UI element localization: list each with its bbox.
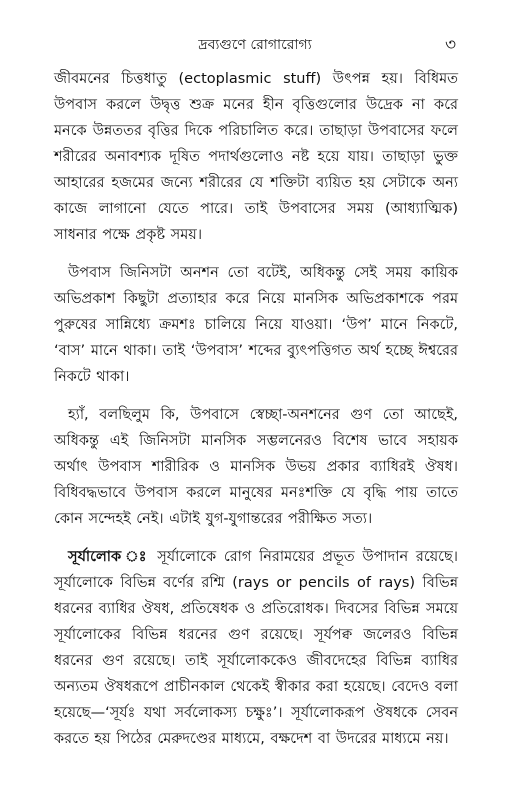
paragraph-1 <box>54 66 458 248</box>
paragraph-2 <box>54 260 458 390</box>
paragraph-3 <box>54 402 458 532</box>
paragraph-text: সূর্যালোকে রোগ নিরাময়ের প্রভূত উপাদান রয়েছে। সূর্যালোকে বিভিন্ন বর্ণের রশ্মি (rays or pencils of rays) বিভিন্ন ধরনের ব্যাধির ঔষধ, প্রতিষেধক ও প্রতিরোধক। দিবসের বিভিন্ন সময়ে সূর্যালোকের বিভিন্ন ধরনের গুণ রয়েছে। সূর্যপক্ব জলেরও বিভিন্ন ধরনের গুণ রয়েছে। তাই সূর্যালোককেও জীবদেহের বিভিন্ন ব্যাধির অন্যতম ঔষধরূপে প্রাচীনকাল থেকেই স্বীকার করা হয়েছে। বেদেও বলা হয়েছে—‘সূর্যঃ যথা সর্বলোকস্য চক্ষুঃ’। সূর্যালোকরূপ ঔষধকে সেবন করতে হয় পিঠের মেরুদণ্ডের মাধ্যমে, বক্ষদেশ বা উদরের মাধ্যমে নয়। <box>54 549 458 747</box>
paragraph-4 <box>54 544 458 752</box>
page-number: ৩ <box>444 35 456 55</box>
running-title: দ্রব্যগুণে রোগারোগ্য <box>198 37 312 53</box>
page-header <box>54 34 456 56</box>
paragraph-text: জীবমনের চিত্তধাতু (ectoplasmic stuff) উৎপন্ন হয়। বিধিমত উপবাস করলে উদ্বৃত্ত শুক্র মনের হীন বৃত্তিগুলোর উদ্রেক না করে মনকে উন্নততর বৃত্তির দিকে পরিচালিত করে। তাছাড়া উপবাসের ফলে শরীরের অনাবশ্যক দূষিত পদার্থগুলোও নষ্ট হয়ে যায়। তাছাড়া ভুক্ত আহারের হজমের জন্যে শরীরের যে শক্তিটা ব্যয়িত হয় সেটাকে অন্য কাজে লাগানো যেতে পারে। তাই উপবাসের সময় (আধ্যাত্মিক) সাধনার পক্ষে প্রকৃষ্ট সময়। <box>54 71 458 243</box>
paragraph-text: হ্যাঁ, বলছিলুম কি, উপবাসে স্বেচ্ছা-অনশনের গুণ তো আছেই, অধিকন্তু এই জিনিসটা মানসিক সম্ভলনেরও বিশেষ ভাবে সহায়ক অর্থাৎ উপবাস শারীরিক ও মানসিক উভয় প্রকার ব্যাধিরই ঔষধ। বিধিবদ্ধভাবে উপবাস করলে মানুষের মনঃশক্তি যে বৃদ্ধি পায় তাতে কোন সন্দেহই নেই। এটাই যুগ-যুগান্তরের পরীক্ষিত সত্য। <box>54 407 458 527</box>
page-body <box>54 66 458 764</box>
paragraph-text: উপবাস জিনিসটা অনশন তো বটেই, অধিকন্তু সেই সময় কায়িক অভিপ্রকাশ কিছুটা প্রত্যাহার করে নিয়ে মানসিক অভিপ্রকাশকে পরম পুরুষের সান্নিধ্যে ক্রমশঃ চালিয়ে নিয়ে যাওয়া। ‘উপ’ মানে নিকটে, ‘বাস’ মানে থাকা। তাই ‘উপবাস’ শব্দের ব্যুৎপত্তিগত অর্থ হচ্ছে ঈশ্বরের নিকটে থাকা। <box>54 265 458 385</box>
section-lead-heading: সূর্যালোক ঃ <box>68 549 150 565</box>
